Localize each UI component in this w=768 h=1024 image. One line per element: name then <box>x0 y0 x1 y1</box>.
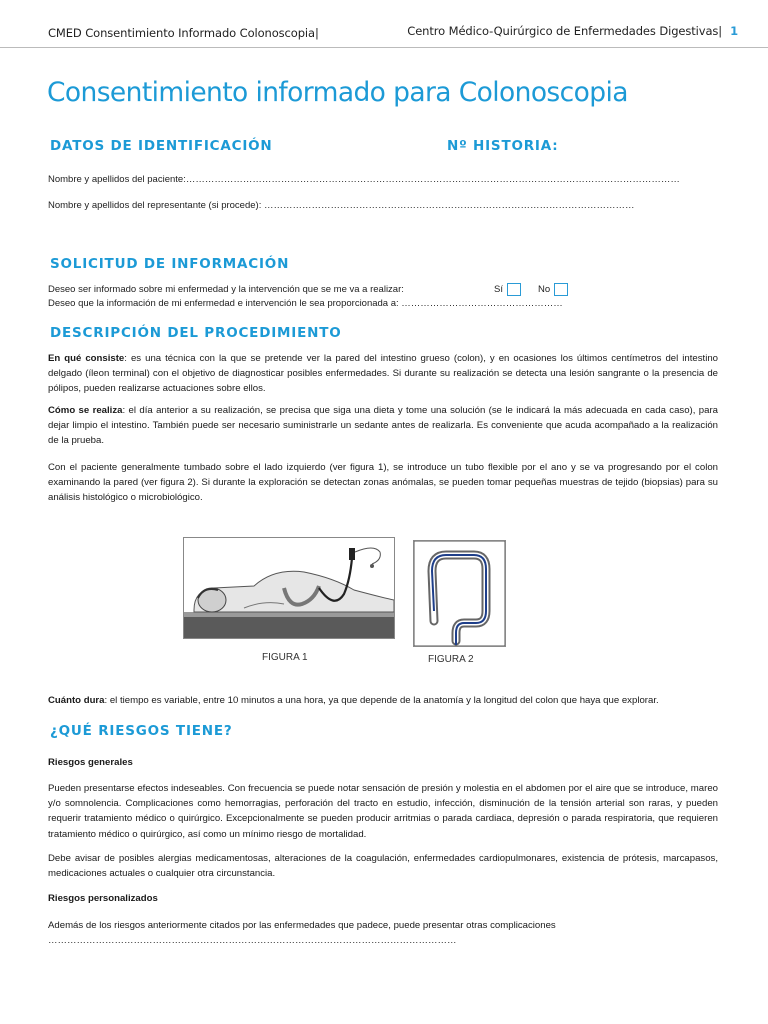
figure-1-caption: FIGURA 1 <box>262 652 308 663</box>
yes-label: Sí <box>494 284 503 296</box>
figure-2-caption: FIGURA 2 <box>428 654 474 665</box>
what-is-text: : es una técnica con la que se pretende ver la pared del intestino grueso (colon), y en ocasiones los últimos centímetros del intestino delgado (íleon terminal) con el objetivo de diagnosticar posibles enfermedades. Si durante su realización se detecta una lesión sangrante o la presencia de pólipos, pueden realizarse actuaciones sobre ellos. <box>48 353 718 395</box>
page-number: 1 <box>730 24 738 38</box>
header-right-title: Centro Médico-Quirúrgico de Enfermedades Digestivas| <box>407 24 723 38</box>
patient-name-field[interactable]: Nombre y apellidos del paciente:………………………………………………………………………………………………………………………………………… <box>48 174 680 185</box>
yes-option[interactable] <box>494 283 521 296</box>
paragraph-duration <box>48 693 718 708</box>
how-done-label: Cómo se realiza <box>48 405 123 416</box>
colon-illustration <box>414 541 505 646</box>
page-title: Consentimiento informado para Colonoscopia <box>47 77 628 108</box>
personal-risks-heading: Riesgos personalizados <box>48 893 158 904</box>
general-risks-paragraph-2: Debe avisar de posibles alergias medicamentosas, alteraciones de la coagulación, enfermedades cardiopulmonares, existencia de prótesis, marcapasos, medicaciones actuales o cualquier otra circunstancia. <box>48 853 718 880</box>
paragraph-what-is <box>48 351 718 397</box>
what-is-label: En qué consiste <box>48 353 125 364</box>
header-left-title: CMED Consentimiento Informado Colonoscopia| <box>48 26 319 40</box>
identification-heading: DATOS DE IDENTIFICACIÓN <box>50 138 273 154</box>
risks-heading: ¿QUÉ RIESGOS TIENE? <box>50 723 233 739</box>
how-done-text: : el día anterior a su realización, se precisa que siga una dieta y tome una solución (se le indicará la más adecuada en cada caso), para dejar limpio el intestino. También puede ser necesario suministrarle un sedante antes de realizarla. Es conveniente que acuda acompañado a la realización de la prueba. <box>48 405 718 447</box>
paragraph-procedure: Con el paciente generalmente tumbado sobre el lado izquierdo (ver figura 1), se introduce un tubo flexible por el ano y se va progresando por el colon examinando la pared (ver figura 2). Si durante la exploración se detectan zonas anómalas, se pueden tomar pequeñas muestras de tejido (biopsias) para su análisis histológico o microbiológico. <box>48 462 718 504</box>
duration-label: Cuánto dura <box>48 695 105 706</box>
header-right <box>407 24 738 38</box>
duration-text: : el tiempo es variable, entre 10 minutos a una hora, ya que depende de la anatomía y la longitud del colon que haya que explorar. <box>104 695 659 706</box>
paragraph-how-done <box>48 403 718 449</box>
general-risks-heading: Riesgos generales <box>48 757 133 768</box>
request-heading: SOLICITUD DE INFORMACIÓN <box>50 256 290 272</box>
personal-risks-fill-line[interactable]: ………………………………………………………………………………………………………………… <box>48 935 457 946</box>
request-question-2[interactable]: Deseo que la información de mi enfermedad e intervención le sea proporcionada a: …………………………………………… <box>48 298 563 309</box>
no-option[interactable] <box>538 283 568 296</box>
no-checkbox[interactable] <box>554 283 568 296</box>
header-divider <box>0 47 768 48</box>
general-risks-paragraph-1: Pueden presentarse efectos indeseables. Con frecuencia se puede notar sensación de presión y molestia en el abdomen por el aire que se introduce, mareo y/o somnolencia. Complicaciones como hemorragias, perforación del tracto en estudio, infección, disminución de la tensión arterial son raras, y pueden requerir tratamiento médico o quirúrgico. Excepcionalmente se pueden producir arritmias o parada cardiaca, depresión o parada respiratoria, que requieren tratamiento médico o quirúrgico, así como un mínimo riesgo de mortalidad. <box>48 783 718 840</box>
request-question-1: Deseo ser informado sobre mi enfermedad y la intervención que se me va a realizar: <box>48 284 404 295</box>
yes-checkbox[interactable] <box>507 283 521 296</box>
personal-risks-paragraph: Además de los riesgos anteriormente citados por las enfermedades que padece, puede presentar otras complicaciones <box>48 920 556 931</box>
representative-name-field[interactable]: Nombre y apellidos del representante (si procede): ……………………………………………………………………………………………………… <box>48 200 635 211</box>
figure-2-illustration <box>413 540 506 647</box>
history-heading: Nº HISTORIA: <box>447 138 559 154</box>
description-heading: DESCRIPCIÓN DEL PROCEDIMIENTO <box>50 325 342 341</box>
figure-1-illustration <box>183 537 395 639</box>
no-label: No <box>538 284 551 296</box>
patient-lying-illustration <box>184 538 394 638</box>
